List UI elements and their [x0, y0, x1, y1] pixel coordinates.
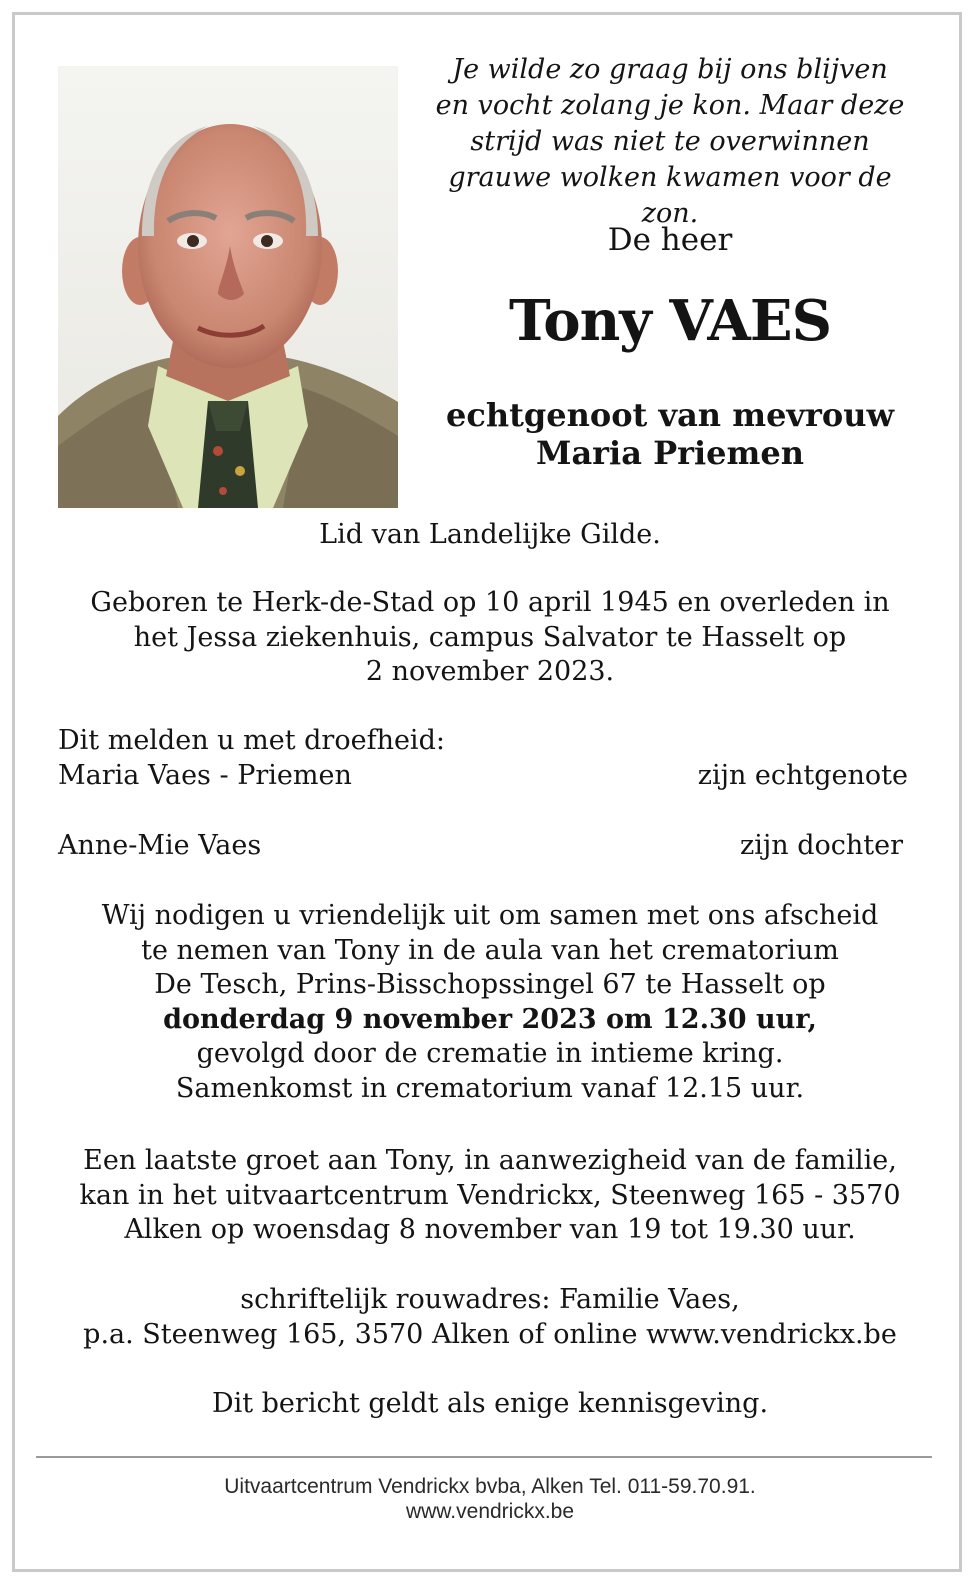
text-line: Samenkomst in crematorium vanaf 12.15 uur. — [175, 1072, 805, 1104]
text-line: gevolgd door de crematie in intieme kring. — [196, 1038, 784, 1069]
notice: Dit bericht geldt als enige kennisgeving. — [211, 1388, 769, 1419]
footer — [40, 1474, 940, 1524]
text-line: De Tesch, Prins-Bisschopssingel 67 te Hasselt op — [154, 969, 826, 1000]
text-line: p.a. Steenweg 165, 3570 Alken of online www.vendrickx.be — [83, 1318, 897, 1350]
text-line: 2 november 2023. — [365, 656, 615, 687]
deceased-name: Tony VAES — [508, 288, 832, 354]
portrait-illustration — [58, 66, 398, 508]
footer-company: Uitvaartcentrum Vendrickx bvba, Alken Tel. 011-59.70.91. — [224, 1475, 756, 1498]
membership: Lid van Landelijke Gilde. — [319, 519, 661, 550]
ceremony-date: donderdag 9 november 2023 om 12.30 uur, — [163, 1003, 817, 1035]
text-line: het Jessa ziekenhuis, campus Salvator te Hasselt op — [133, 621, 847, 653]
family-member-relation: zijn dochter — [740, 830, 903, 861]
family-heading: Dit melden u met droefheid: — [58, 725, 445, 756]
text-line: Alken op woensdag 8 november van 19 tot 19.30 uur. — [124, 1214, 856, 1245]
family-member-name: Anne-Mie Vaes — [58, 830, 262, 861]
family-member-row — [58, 830, 903, 861]
portrait-photo — [58, 66, 398, 508]
text-line: schriftelijk rouwadres: Familie Vaes, — [240, 1284, 740, 1315]
family-member-name: Maria Vaes - Priemen — [58, 760, 352, 791]
honorific: De heer — [607, 222, 733, 258]
family-member-row — [58, 760, 908, 791]
poem-line: grauwe wolken kwamen voor de zon. — [448, 162, 892, 229]
text-line: te nemen van Tony in de aula van het crematorium — [141, 934, 839, 966]
text-line: kan in het uitvaartcentrum Vendrickx, Steenweg 165 - 3570 — [79, 1179, 901, 1211]
text-line: Geboren te Herk-de-Stad op 10 april 1945 en overleden in — [90, 587, 890, 618]
poem-line: Je wilde zo graag bij ons blijven — [452, 54, 888, 85]
last-greeting-info — [40, 1144, 940, 1248]
footer-divider — [36, 1456, 932, 1458]
spouse-line: Maria Priemen — [536, 434, 804, 472]
text-line: Een laatste groet aan Tony, in aanwezigheid van de familie, — [83, 1145, 897, 1176]
footer-website: www.vendrickx.be — [405, 1500, 575, 1523]
spouse-info — [420, 396, 920, 472]
spouse-line: echtgenoot van mevrouw — [445, 396, 895, 434]
family-member-relation: zijn echtgenote — [697, 760, 908, 791]
poem-line: en vocht zolang je kon. Maar deze — [435, 90, 905, 121]
ceremony-info — [40, 899, 940, 1106]
condolence-address — [40, 1283, 940, 1352]
birth-death-info — [40, 586, 940, 690]
text-line: Wij nodigen u vriendelijk uit om samen met ons afscheid — [101, 900, 879, 931]
poem-line: strijd was niet te overwinnen — [470, 126, 870, 157]
poem — [420, 52, 920, 232]
